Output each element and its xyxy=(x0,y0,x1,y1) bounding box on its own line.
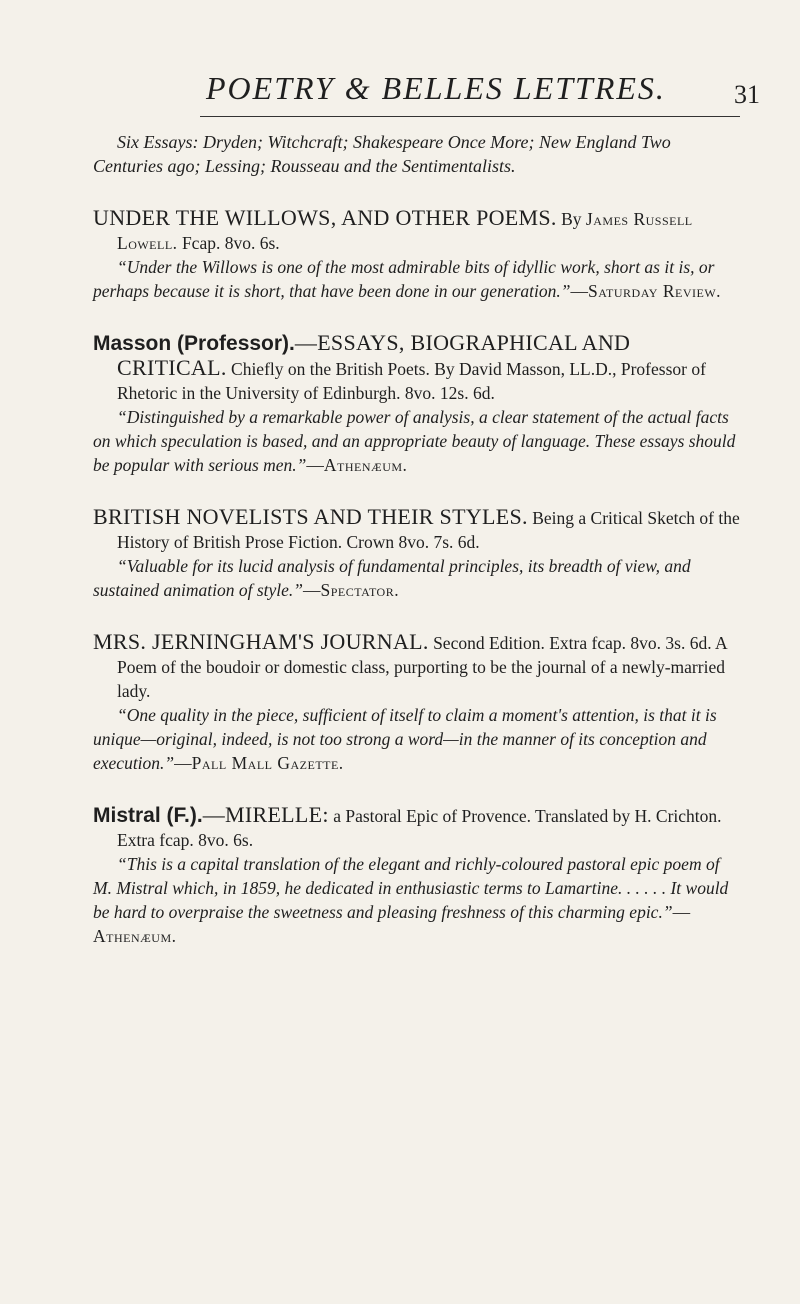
entry-heading xyxy=(93,206,740,255)
entry-title: UNDER THE WILLOWS, AND OTHER POEMS. xyxy=(93,205,557,230)
quote-text: “Distinguished by a remarkable power of analysis, a clear statement of the actual facts on which speculation is based, and an appropriate beauty of language. These essays should be popular with serious men.” xyxy=(93,407,736,475)
author-prefix: By xyxy=(561,209,582,229)
entry-author: James Russell Lowell. xyxy=(117,209,693,253)
entry-details: Chiefly on the British Poets. By David Masson, LL.D., Professor of Rhetoric in the University of Edinburgh. 8vo. 12s. 6d. xyxy=(117,359,706,403)
entry-heading xyxy=(93,630,740,703)
header-rule xyxy=(200,116,740,117)
quote-text: “One quality in the piece, sufficient of itself to claim a moment's attention, is that it is unique—original, indeed, is not too strong a word—in the manner of its conception and execution.” xyxy=(93,705,717,773)
entry-heading xyxy=(93,803,740,852)
catalog-entry xyxy=(93,803,740,948)
entry-details: Being a Critical Sketch of the History of British Prose Fiction. Crown 8vo. 7s. 6d. xyxy=(117,508,740,552)
entry-title: MRS. JERNINGHAM'S JOURNAL. xyxy=(93,629,429,654)
entry-heading xyxy=(93,505,740,554)
review-quote: “One quality in the piece, sufficient of itself to claim a moment's attention, is that it is unique—original, indeed, is not too strong a word—in the manner of its conception and execution.”—Pall Mall Gazette. xyxy=(93,705,717,773)
catalog-entry xyxy=(93,206,740,303)
quote-text: “Under the Willows is one of the most admirable bits of idyllic work, short as it is, or perhaps because it is short, that have been done in our generation.” xyxy=(93,257,715,301)
entry-author-lead: Mistral (F.). xyxy=(93,804,203,827)
entry-details: Fcap. 8vo. 6s. xyxy=(181,233,280,253)
review-quote: “Under the Willows is one of the most admirable bits of idyllic work, short as it is, or perhaps because it is short, that have been done in our generation.”—Saturday Review. xyxy=(93,257,722,301)
page-header xyxy=(200,70,760,109)
page-number: 31 xyxy=(734,80,760,109)
quote-source: Athenæum. xyxy=(93,926,177,946)
catalog-entry xyxy=(93,505,740,602)
entry-heading xyxy=(93,331,740,405)
page-body xyxy=(93,130,740,948)
entry-title: —ESSAYS, BIOGRAPHICAL AND CRITICAL. xyxy=(117,330,631,380)
entry-title: —MIRELLE: xyxy=(202,802,329,827)
review-quote: “Valuable for its lucid analysis of fundamental principles, its breadth of view, and sustained animation of style.”—Spectator. xyxy=(93,556,691,600)
quote-source: Pall Mall Gazette. xyxy=(191,753,344,773)
quote-text: “Valuable for its lucid analysis of fundamental principles, its breadth of view, and sustained animation of style.” xyxy=(93,556,691,600)
entry-details: a Pastoral Epic of Provence. Translated by H. Crichton. Extra fcap. 8vo. 6s. xyxy=(117,806,722,850)
quote-text: “This is a capital translation of the elegant and richly-coloured pastoral epic poem of M. Mistral which, in 1859, he dedicated in enthusiastic terms to Lamartine. . . . . . It would be hard to overpraise the sweetness and pleasing freshness of this charming epic.” xyxy=(93,854,729,922)
review-quote: “This is a capital translation of the elegant and richly-coloured pastoral epic poem of M. Mistral which, in 1859, he dedicated in enthusiastic terms to Lamartine. . . . . . It would be hard to overpraise the sweetness and pleasing freshness of this charming epic.”—Athenæum. xyxy=(93,854,729,946)
running-head: POETRY & BELLES LETTRES. xyxy=(206,70,666,106)
review-quote: “Distinguished by a remarkable power of analysis, a clear statement of the actual facts on which speculation is based, and an appropriate beauty of language. These essays should be popular with serious men.”—Athenæum. xyxy=(93,407,736,475)
quote-source: Spectator. xyxy=(320,580,400,600)
entry-author-lead: Masson (Professor). xyxy=(93,332,295,355)
quote-source: Saturday Review. xyxy=(587,281,722,301)
entry-details: Second Edition. Extra fcap. 8vo. 3s. 6d. A Poem of the boudoir or domestic class, purporting to be the journal of a newly-married lady. xyxy=(117,633,727,701)
continuation-text: Six Essays: Dryden; Witchcraft; Shakespeare Once More; New England Two Centuries ago; Lessing; Rousseau and the Sentimentalists. xyxy=(93,132,671,176)
entry-title: BRITISH NOVELISTS AND THEIR STYLES. xyxy=(93,504,528,529)
catalog-entry xyxy=(93,630,740,775)
quote-source: Athenæum. xyxy=(323,455,408,475)
catalog-entry xyxy=(93,331,740,477)
